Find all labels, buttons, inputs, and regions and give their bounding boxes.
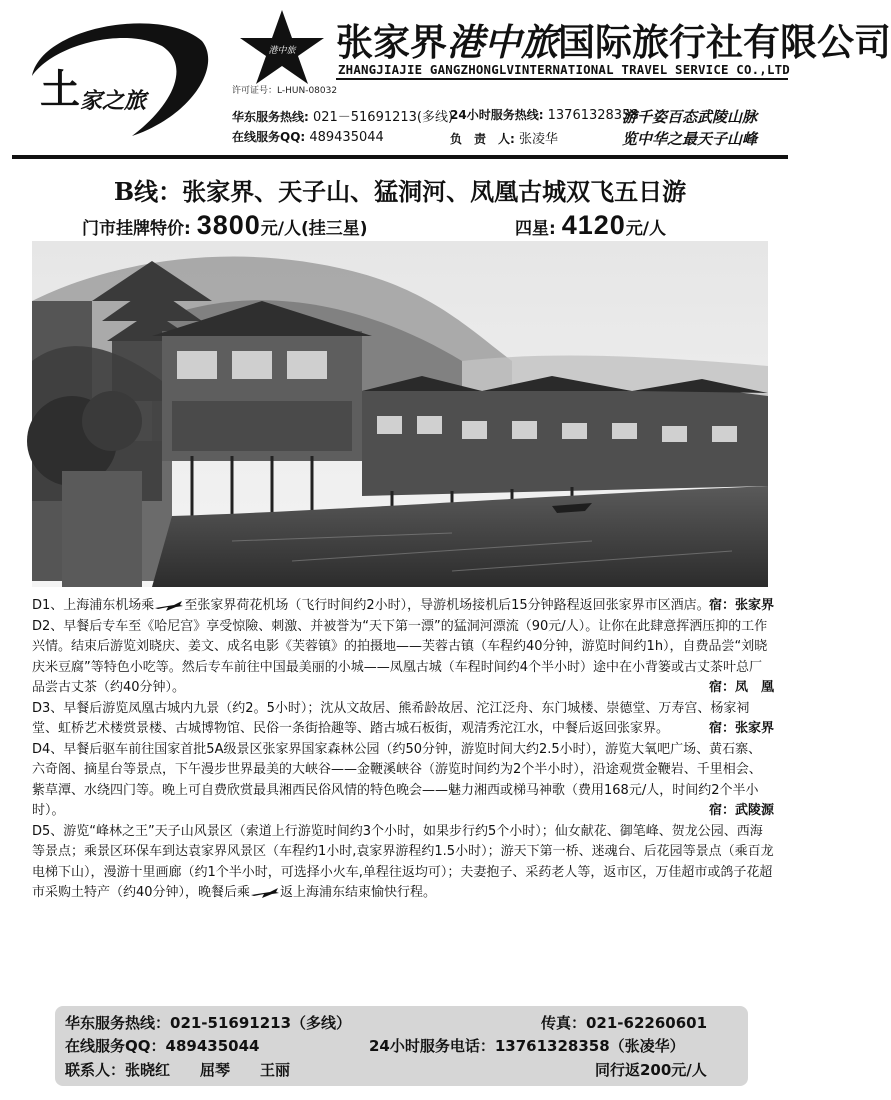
day-stay: 宿：凤 凰 (708, 680, 774, 695)
day-item-5 (32, 822, 774, 904)
slogan-1: 游千姿百态武陵山脉 (622, 108, 758, 126)
airplane-icon (250, 887, 280, 899)
day-stay: 宿：张家界 (708, 598, 774, 613)
header-qq (232, 128, 384, 145)
day-label: D3、 (32, 700, 64, 716)
four-star-unit: 元/人 (625, 219, 667, 239)
header-24h (450, 106, 639, 123)
day-text: 游览“峰林之王”天子山风景区（索道上行游览时间约3个小时，如果步行约5个小时）；仙女献花、御笔峰、贺龙公园、西海等景点；乘景区环保车到达袁家界风景区（车程约1小时,袁家界游程约1.5小时）；游天下第一桥、迷魂台、后花园等景点（乘百龙电梯下山），漫游十里画廊（约1个半小时，可选择小火车,单程往返均可）；夫妻抱子、采药老人等，返市区，万佳超市或鸽子花超市采购土特产（约40分钟），晚餐后乘 (32, 823, 774, 900)
price-label: 门市挂牌特价: (82, 219, 191, 239)
company-name-en: ZHANGJIAJIE GANGZHONGLVINTERNATIONAL TRAVEL SERVICE CO.,LTD (338, 62, 790, 77)
license-number: 许可证号：L-HUN-08032 (232, 86, 338, 96)
day-text: 早餐后游览凤凰古城内九景（约2。5小时）；沈从文故居、熊希龄故居、沱江泛舟、东门城楼、崇德堂、万寿宫、杨家祠堂、虹桥艺术楼赏景楼、古城博物馆、民俗一条街拾趣等、踏古城石板街，观清秀沱江水，中餐后返回张家界。 (32, 700, 750, 736)
day-item-3 (32, 699, 774, 740)
company-name-accent: 港中旅 (447, 20, 558, 64)
footer-fax: 传真：021-62260601 (541, 1014, 708, 1032)
airplane-icon (154, 600, 184, 612)
footer-contact-box (55, 1006, 748, 1086)
price-value: 3800 (196, 210, 261, 240)
logo-big-char: 土 (40, 66, 80, 113)
footer-24h: 24小时服务电话：13761328358（张凌华） (369, 1037, 685, 1055)
day-label: D1、 (32, 598, 64, 613)
day-item-1 (32, 596, 774, 617)
four-star-value: 4120 (561, 210, 626, 240)
star-logo-icon (236, 8, 328, 86)
day-stay: 宿：张家界 (708, 721, 774, 736)
day-text-cont: 至张家界荷花机场（飞行时间约2小时），导游机场接机后15分钟路程返回张家界市区酒店。 (184, 598, 710, 613)
company-divider (336, 78, 788, 80)
header-manager-label: 负 责 人: (450, 132, 515, 146)
day-item-2 (32, 617, 774, 699)
header-hotline (232, 106, 453, 125)
star-logo-text: 港中旅 (268, 46, 296, 56)
footer-contacts: 联系人：张晓红 屈琴 王丽 (65, 1061, 291, 1079)
logo-small-text: 家之旅 (80, 88, 147, 114)
footer-qq: 在线服务QQ：489435044 (65, 1037, 260, 1055)
header-qq-label: 在线服务QQ: (232, 130, 306, 144)
route-title: B线：张家界、天子山、猛洞河、凤凰古城双飞五日游 (113, 177, 687, 206)
header-qq-value: 489435044 (309, 130, 384, 145)
footer-hotline: 华东服务热线：021-51691213（多线） (65, 1014, 352, 1032)
day-text: 早餐后专车至《哈尼宫》享受惊險、刺激、并被誉为“天下第一漂”的猛洞河漂流（90元/人）。让你在此肆意挥洒压抑的工作兴情。结束后游览刘晓庆、姜文、成名电影《芙蓉镇》的拍摄地——芙蓉古镇（车程约40分钟，游览时间约1h），自费品尝“刘晓庆米豆腐”等特色小吃等。然后专车前往中国最美丽的小城——凤凰古城（车程时间约4个半小时）途中在小背篓或古丈茶叶总厂品尝古丈茶（约40分钟）。 (32, 618, 768, 695)
day-stay: 宿：武陵源 (708, 803, 774, 818)
header-manager-value: 张凌华 (518, 132, 558, 147)
company-name-part1: 张家界 (336, 21, 447, 64)
day-text: 早餐后驱车前往国家首批5A级景区张家界国家森林公园（约50分钟，游览时间大约2.5小时），游览大氧吧广场、黄石寨、六奇阁、摘星台等景点，下午漫步世界最美的大峡谷——金鞭溪峡谷（游览时间约为2个半小时），沿途观赏金鞭岩、千里相会、紫草潭、水绕四门等。晚上可自费欣赏最具湘西民俗风情的特色晚会——魅力湘西或梯马神歌（费用168元/人，时间约2个半小时）。 (32, 741, 762, 818)
day-label: D4、 (32, 741, 64, 757)
day-text: 上海浦东机场乘 (63, 598, 155, 613)
header-divider (12, 155, 788, 159)
logo-text (40, 58, 146, 115)
day-item-4 (32, 740, 774, 822)
price-unit: 元/人(挂三星) (260, 219, 368, 239)
header-manager (450, 128, 558, 147)
header-hotline-value: 021－51691213(多线) (312, 110, 454, 125)
slogan-2: 览中华之最天子山峰 (622, 130, 758, 148)
itinerary (32, 596, 774, 904)
header-hotline-label: 华东服务热线: (232, 110, 309, 124)
footer-discount: 同行返200元/人 (595, 1061, 707, 1079)
fenghuang-town-photo (32, 241, 768, 587)
company-name-part2: 国际旅行社有限公司 (558, 21, 891, 64)
day-text-cont: 返上海浦东结束愉快行程。 (280, 885, 437, 900)
header-24h-label: 24小时服务热线: (450, 108, 544, 122)
header-24h-value: 13761328358 (547, 108, 639, 123)
day-label: D2、 (32, 618, 64, 634)
company-name-cn (336, 12, 891, 66)
four-star-label: 四星: (515, 219, 556, 239)
price-four-star (515, 210, 666, 241)
price-standard (82, 210, 368, 241)
day-label: D5、 (32, 823, 64, 839)
